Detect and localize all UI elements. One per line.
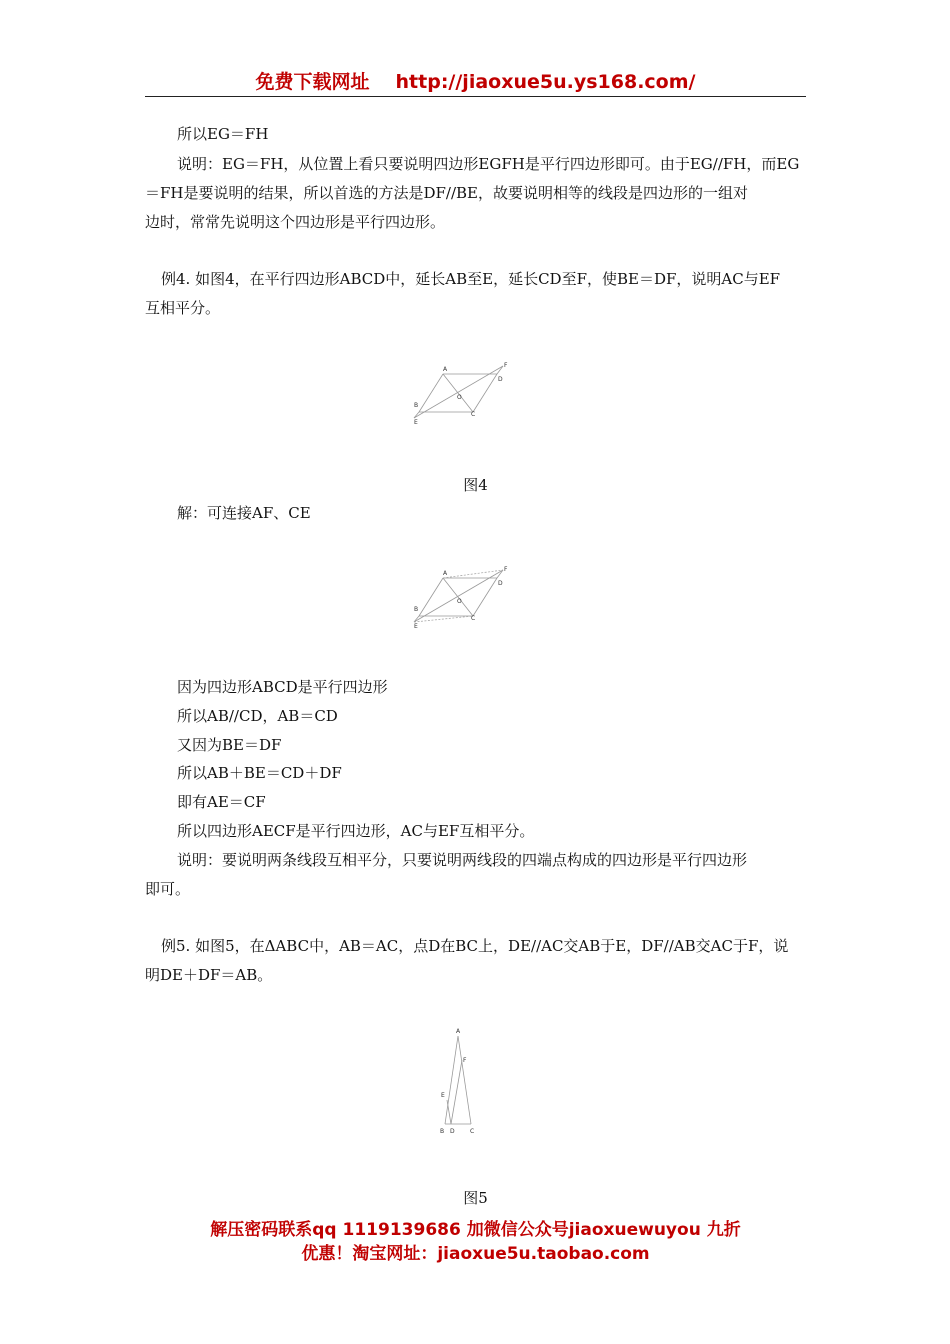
example-4-text: 例4. 如图4，在平行四边形ABCD中，延长AB至E，延长CD至F，使BE＝DF，说明AC与EF — [161, 270, 781, 288]
footer-line: 解压密码联系qq 1119139686 加微信公众号jiaoxuewuyou 九折 — [210, 1220, 741, 1240]
example-5-text: 明DE＋DF＝AB。 — [145, 966, 273, 984]
header-url[interactable]: http://jiaoxue5u.ys168.com/ — [395, 71, 696, 93]
solution-line: 所以AB＋BE＝CD＋DF — [177, 764, 342, 782]
text-line: 边时，常常先说明这个四边形是平行四边形。 — [145, 213, 446, 231]
page-header — [145, 70, 806, 97]
label-c: C — [471, 411, 476, 418]
label-a: A — [443, 366, 448, 373]
label-b: B — [414, 402, 419, 409]
label-d: D — [450, 1128, 455, 1135]
label-f: F — [463, 1057, 467, 1064]
figure-4-caption: 图4 — [463, 476, 488, 494]
label-e: E — [441, 1092, 445, 1099]
solution-line: 解：可连接AF、CE — [177, 504, 311, 522]
label-o: O — [457, 394, 462, 401]
label-b: B — [414, 606, 419, 613]
label-a: A — [456, 1028, 461, 1035]
solution-line: 所以AB//CD，AB＝CD — [177, 707, 338, 725]
note-line: 即可。 — [145, 880, 191, 898]
label-d: D — [498, 376, 503, 383]
label-f: F — [504, 362, 508, 369]
label-b: B — [440, 1128, 445, 1135]
label-c: C — [470, 1128, 475, 1135]
text-line: 所以EG＝FH — [177, 125, 269, 143]
label-o: O — [457, 598, 462, 605]
solution-line: 又因为BE＝DF — [177, 736, 282, 754]
solution-line: 即有AE＝CF — [177, 793, 266, 811]
text-line: 说明：EG＝FH，从位置上看只要说明四边形EGFH是平行四边形即可。由于EG//FH，而EG — [177, 155, 800, 173]
label-e: E — [414, 623, 418, 628]
label-f: F — [504, 566, 508, 573]
note-line: 说明：要说明两条线段互相平分，只要说明两线段的四端点构成的四边形是平行四边形 — [177, 851, 748, 869]
figure-4-diagram — [410, 362, 510, 424]
figure-5-diagram — [436, 1024, 482, 1138]
footer-line: 优惠！淘宝网址：jiaoxue5u.taobao.com — [301, 1244, 650, 1264]
example-5-text: 例5. 如图5，在ΔABC中，AB＝AC，点D在BC上，DE//AC交AB于E，DF//AB交AC于F，说 — [161, 937, 789, 955]
header-label: 免费下载网址 — [255, 71, 370, 93]
solution-line: 所以四边形AECF是平行四边形，AC与EF互相平分。 — [177, 822, 535, 840]
label-a: A — [443, 570, 448, 577]
label-c: C — [471, 615, 476, 622]
text-line: ＝FH是要说明的结果，所以首选的方法是DF//BE，故要说明相等的线段是四边形的一组对 — [145, 184, 749, 202]
figure-4-solution-diagram — [410, 566, 510, 628]
example-4-text: 互相平分。 — [145, 299, 221, 317]
label-e: E — [414, 419, 418, 424]
figure-5-caption: 图5 — [463, 1189, 488, 1207]
label-d: D — [498, 580, 503, 587]
solution-line: 因为四边形ABCD是平行四边形 — [177, 678, 388, 696]
